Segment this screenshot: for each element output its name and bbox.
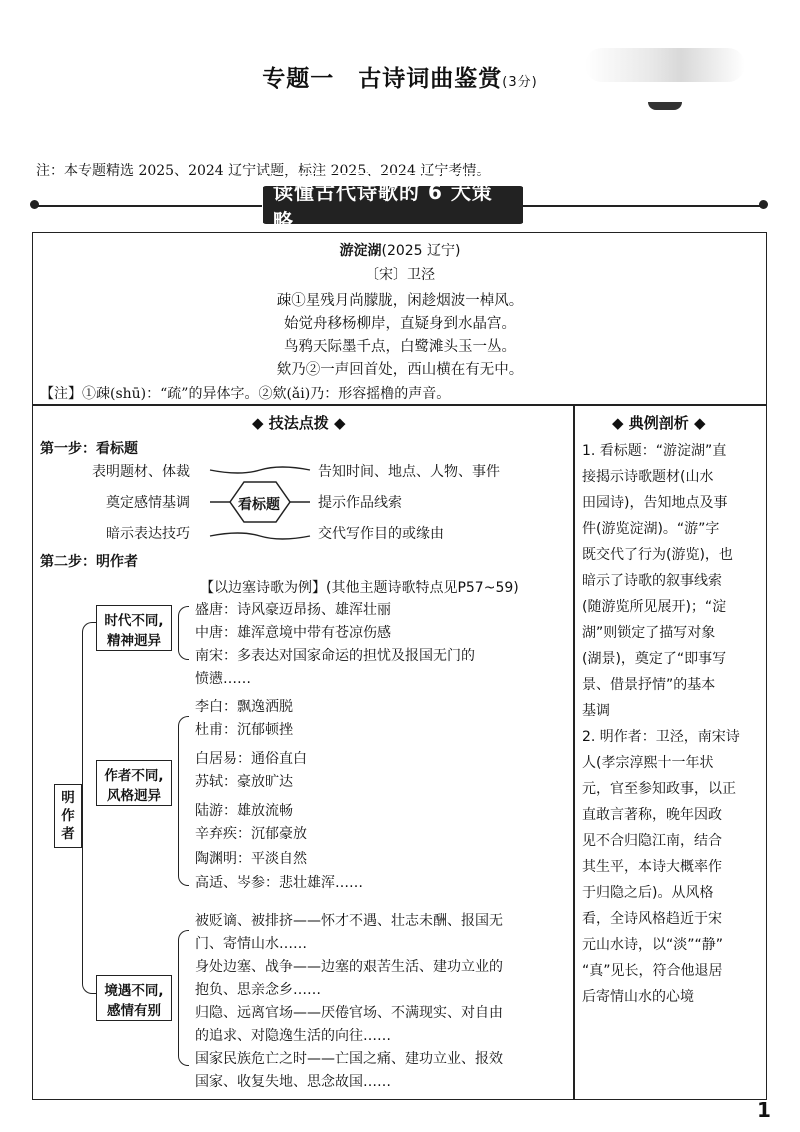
banner-rule-right	[522, 205, 760, 207]
situation-item-7: 国家民族危亡之时——亡国之痛、建功立业、报效	[195, 1051, 503, 1067]
style-item-7: 陶渊明：平淡自然	[195, 851, 307, 867]
branch2-brace	[178, 716, 189, 886]
style-item-4: 苏轼：豪放旷达	[195, 774, 293, 790]
title-function-4: 告知时间、地点、人物、事件	[318, 464, 500, 480]
example-heading: ◆ 典例剖析 ◆	[612, 414, 706, 432]
situation-item-1: 被贬谪、被排挤——怀才不遇、壮志未酬、报国无	[195, 913, 503, 929]
poem-footnote: 【注】①疎(shū)：“疏”的异体字。②欸(ǎi)乃：形容摇橹的声音。	[40, 386, 451, 402]
style-item-2: 杜甫：沉郁顿挫	[195, 722, 293, 738]
title-function-2: 奠定感情基调	[106, 495, 190, 511]
hex-label: 看标题	[238, 497, 280, 513]
branch3-brace	[178, 930, 189, 1066]
poem-divider	[32, 404, 767, 406]
banner-dot-right	[759, 200, 768, 209]
analysis-paragraph-1: 1. 看标题：“游淀湖”直 接揭示诗歌题材(山水 田园诗)，告知地点及事 件(游览淀湖)。“游”字 既交代了行为(游览)，也 暗示了诗歌的叙事线索 (随游览所见展开)；“淀 湖”则锁定了描写对象 (湖景)，奠定了“即事写 景、借景抒情”的基本 基调	[582, 443, 733, 719]
style-item-6: 辛弃疾：沉郁豪放	[195, 826, 307, 842]
example-note: 【以边塞诗歌为例】(其他主题诗歌特点见P57~59)	[200, 580, 519, 596]
analysis-paragraph-2: 2. 明作者：卫泾，南宋诗 人(孝宗淳熙十一年状 元，官至参知政事，以正 直敢言著称，晚年因政 见不合归隐江南，结合 其生平，本诗大概率作 于归隐之后)。从风格 看，全诗风格趋近于宋 元山水诗，以“淡”“静” “真”见长，符合他退居 后寄情山水的心境	[582, 729, 740, 1005]
branch1-brace	[178, 606, 189, 660]
step2-title: 第二步：明作者	[40, 554, 138, 570]
topic-note: 注：本专题精选 2025、2024 辽宁试题，标注 2025、2024 辽宁考情。	[36, 163, 491, 179]
title-function-1: 表明题材、体裁	[92, 464, 190, 480]
situation-item-6: 的追求、对隐逸生活的向往……	[195, 1028, 391, 1044]
style-item-8: 高适、岑参：悲壮雄浑……	[195, 875, 363, 891]
situation-item-8: 国家、收复失地、思念故国……	[195, 1074, 391, 1090]
era-item-2: 中唐：雄浑意境中带有苍凉伤感	[195, 625, 391, 641]
branch1-box: 时代不同, 精神迥异	[96, 605, 172, 651]
era-item-3: 南宋：多表达对国家命运的担忧及报国无门的	[195, 648, 475, 664]
tree-connector	[82, 622, 97, 994]
poem-line-2: 始觉舟移杨柳岸，直疑身到水晶宫。	[284, 316, 516, 332]
title-function-3: 暗示表达技巧	[106, 526, 190, 542]
boat-decoration	[648, 102, 682, 110]
title-function-6: 交代写作目的或缘由	[318, 526, 444, 542]
poem-title: 游淀湖(2025 辽宁)	[339, 243, 461, 259]
poem-line-3: 鸟鸦天际墨千点，白鹭滩头玉一丛。	[284, 339, 516, 355]
situation-item-4: 抱负、思亲念乡……	[195, 982, 321, 998]
poem-line-4: 欸乃②一声回首处，西山横在有无中。	[276, 362, 524, 378]
banner-rule-left	[36, 205, 264, 207]
poem-author: 〔宋〕卫泾	[365, 267, 435, 283]
style-item-3: 白居易：通俗直白	[195, 751, 307, 767]
page-number: 1	[757, 1098, 771, 1122]
page-title: 专题一 古诗词曲鉴赏(3分)	[262, 66, 538, 92]
column-divider	[573, 404, 575, 1100]
step1-title: 第一步：看标题	[40, 441, 138, 457]
section-banner: 读懂古代诗歌的 6 大策略	[262, 186, 524, 224]
poem-line-1: 疎①星残月尚朦胧，闲趁烟波一棹风。	[276, 293, 524, 309]
author-root-box: 明作者	[54, 784, 82, 848]
branch3-box: 境遇不同, 感情有别	[96, 975, 172, 1021]
era-item-1: 盛唐：诗风豪迈昂扬、雄浑壮丽	[195, 602, 391, 618]
style-item-5: 陆游：雄放流畅	[195, 803, 293, 819]
situation-item-2: 门、寄情山水……	[195, 936, 307, 952]
situation-item-5: 归隐、远离官场——厌倦官场、不满现实、对自由	[195, 1005, 503, 1021]
branch2-box: 作者不同, 风格迥异	[96, 760, 172, 806]
situation-item-3: 身处边塞、战争——边塞的艰苦生活、建功立业的	[195, 959, 503, 975]
technique-heading: ◆ 技法点拨 ◆	[252, 414, 346, 432]
era-item-4: 愤懑……	[195, 671, 251, 687]
title-function-5: 提示作品线索	[318, 495, 402, 511]
style-item-1: 李白：飘逸洒脱	[195, 699, 293, 715]
